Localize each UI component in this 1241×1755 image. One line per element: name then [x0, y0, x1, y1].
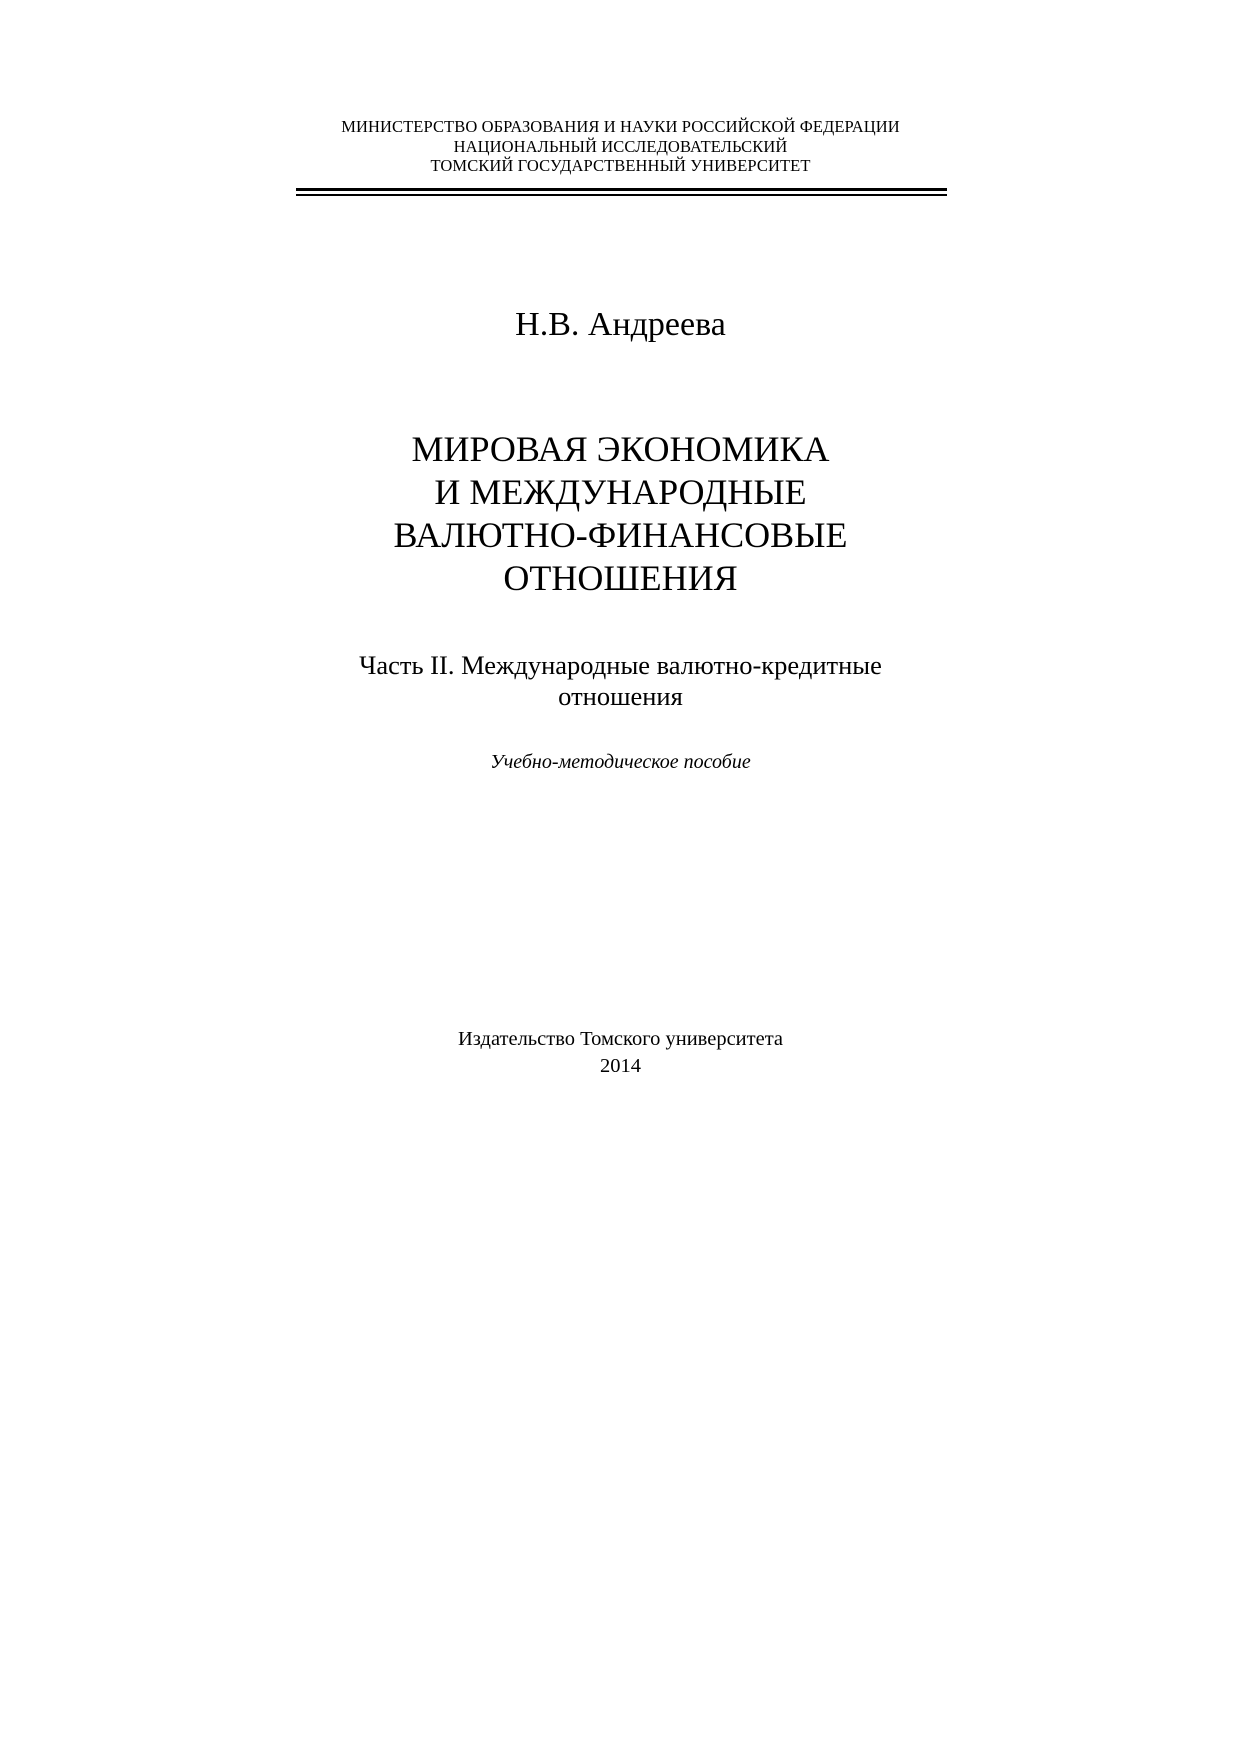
title-line: ВАЛЮТНО-ФИНАНСОВЫЕ: [393, 515, 848, 555]
university-name-line: ТОМСКИЙ ГОСУДАРСТВЕННЫЙ УНИВЕРСИТЕТ: [430, 156, 811, 175]
header-divider-thick: [296, 188, 947, 191]
title-line: И МЕЖДУНАРОДНЫЕ: [434, 472, 807, 512]
title-line: ОТНОШЕНИЯ: [503, 558, 738, 598]
book-title: [0, 428, 1241, 600]
author-name: Н.В. Андреева: [515, 306, 726, 343]
header-divider-thin: [296, 194, 947, 196]
ministry-line: МИНИСТЕРСТВО ОБРАЗОВАНИЯ И НАУКИ РОССИЙСКОЙ ФЕДЕРАЦИИ: [341, 117, 900, 136]
subtitle-line: отношения: [558, 681, 683, 711]
institution-type-line: НАЦИОНАЛЬНЫЙ ИССЛЕДОВАТЕЛЬСКИЙ: [453, 136, 788, 156]
book-subtitle: [0, 650, 1241, 712]
publication-year: 2014: [600, 1055, 641, 1077]
subtitle-line: Часть II. Международные валютно-кредитные: [359, 650, 882, 680]
publisher-block: [0, 1026, 1241, 1080]
publisher-name: Издательство Томского университета: [457, 1028, 784, 1050]
title-line: МИРОВАЯ ЭКОНОМИКА: [411, 429, 830, 469]
document-type: Учебно-методическое пособие: [490, 751, 751, 773]
institution-header: [0, 117, 1241, 176]
